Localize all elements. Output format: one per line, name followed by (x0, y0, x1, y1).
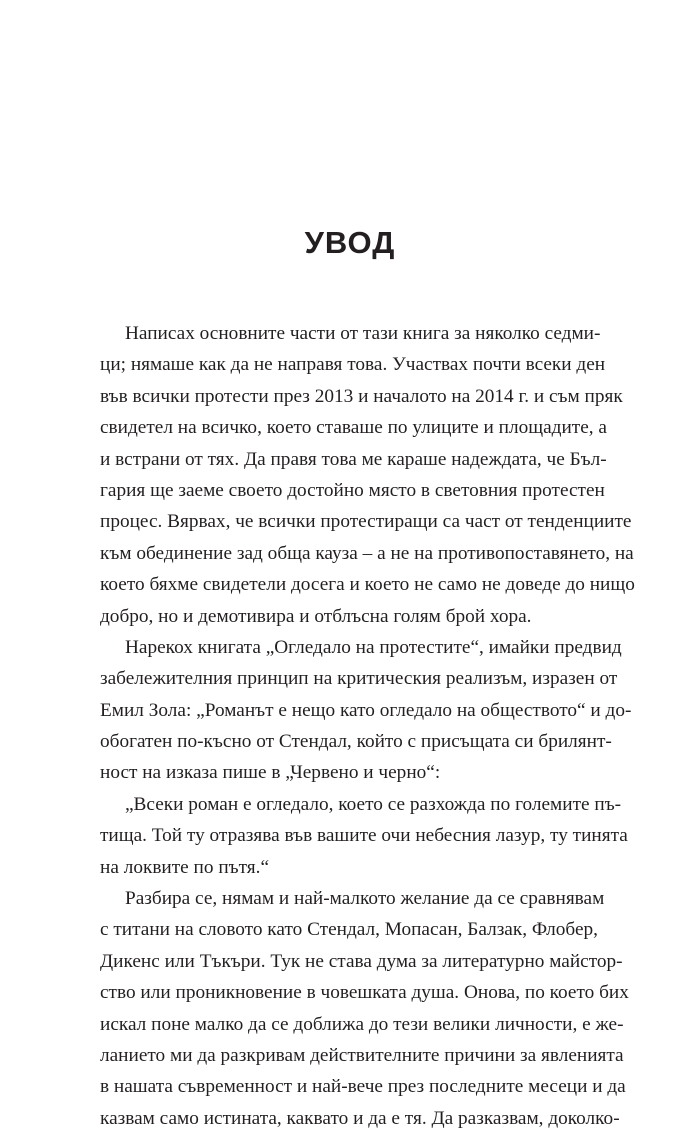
body-text (100, 318, 635, 1134)
text-line: в нашата съвременност и най-вече през последните месеци и да (100, 1076, 626, 1098)
text-line: Разбира се, нямам и най-малкото желание да се сравнявам (125, 888, 605, 910)
text-line: процес. Вярвах, че всички протестиращи са част от тенденциите (100, 511, 632, 533)
quote-line: тища. Той ту отразява във вашите очи небесния лазур, ту тинята (100, 825, 628, 847)
text-line: Емил Зола: „Романът е нещо като огледало на обществото“ и до- (100, 699, 632, 721)
text-line: ство или проникновение в човешката душа. Онова, по което бих (100, 982, 629, 1004)
text-line: Дикенс или Тъкъри. Тук не става дума за литературно майстор- (100, 950, 623, 972)
text-line: с титани на словото като Стендал, Мопасан, Балзак, Флобер, (100, 919, 598, 941)
text-line: което бяхме свидетели досега и което не само не доведе до нищо (100, 574, 635, 596)
text-line: казвам само истината, каквато и да е тя. Да разказвам, доколко- (100, 1107, 620, 1129)
text-line: искал поне малко да се доближа до тези велики личности, е же- (100, 1013, 624, 1035)
text-line: ци; нямаше как да не направя това. Участвах почти всеки ден (100, 354, 606, 376)
text-line: ност на изказа пише в „Червено и черно“: (100, 762, 441, 784)
text-line: ланието ми да разкривам действителните причини за явленията (100, 1044, 624, 1066)
text-line: към обединение зад обща кауза – а не на противопоставянето, на (100, 542, 634, 564)
quote-line: на локвите по пътя.“ (100, 856, 270, 878)
text-line: и встрани от тях. Да правя това ме караше надеждата, че Бъл- (100, 448, 607, 470)
text-line: забележителния принцип на критическия реализъм, изразен от (100, 668, 618, 690)
chapter-title: УВОД (304, 225, 396, 260)
text-line: Нарекох книгата „Огледало на протестите“, имайки предвид (125, 636, 622, 658)
text-line: Написах основните части от тази книга за няколко седми- (125, 323, 601, 344)
text-line: обогатен по-късно от Стендал, който с присъщата си брилянт- (100, 731, 612, 753)
text-line: във всички протести през 2013 и началото на 2014 г. и съм пряк (100, 385, 623, 407)
text-line: добро, но и демотивира и отблъсна голям брой хора. (100, 605, 532, 627)
text-line: гария ще заеме своето достойно място в световния протестен (100, 479, 605, 501)
text-line: свидетел на всичко, което ставаше по улиците и площадите, а (100, 417, 607, 439)
quote-line: „Всеки роман е огледало, което се разхожда по големите пъ- (125, 793, 622, 815)
